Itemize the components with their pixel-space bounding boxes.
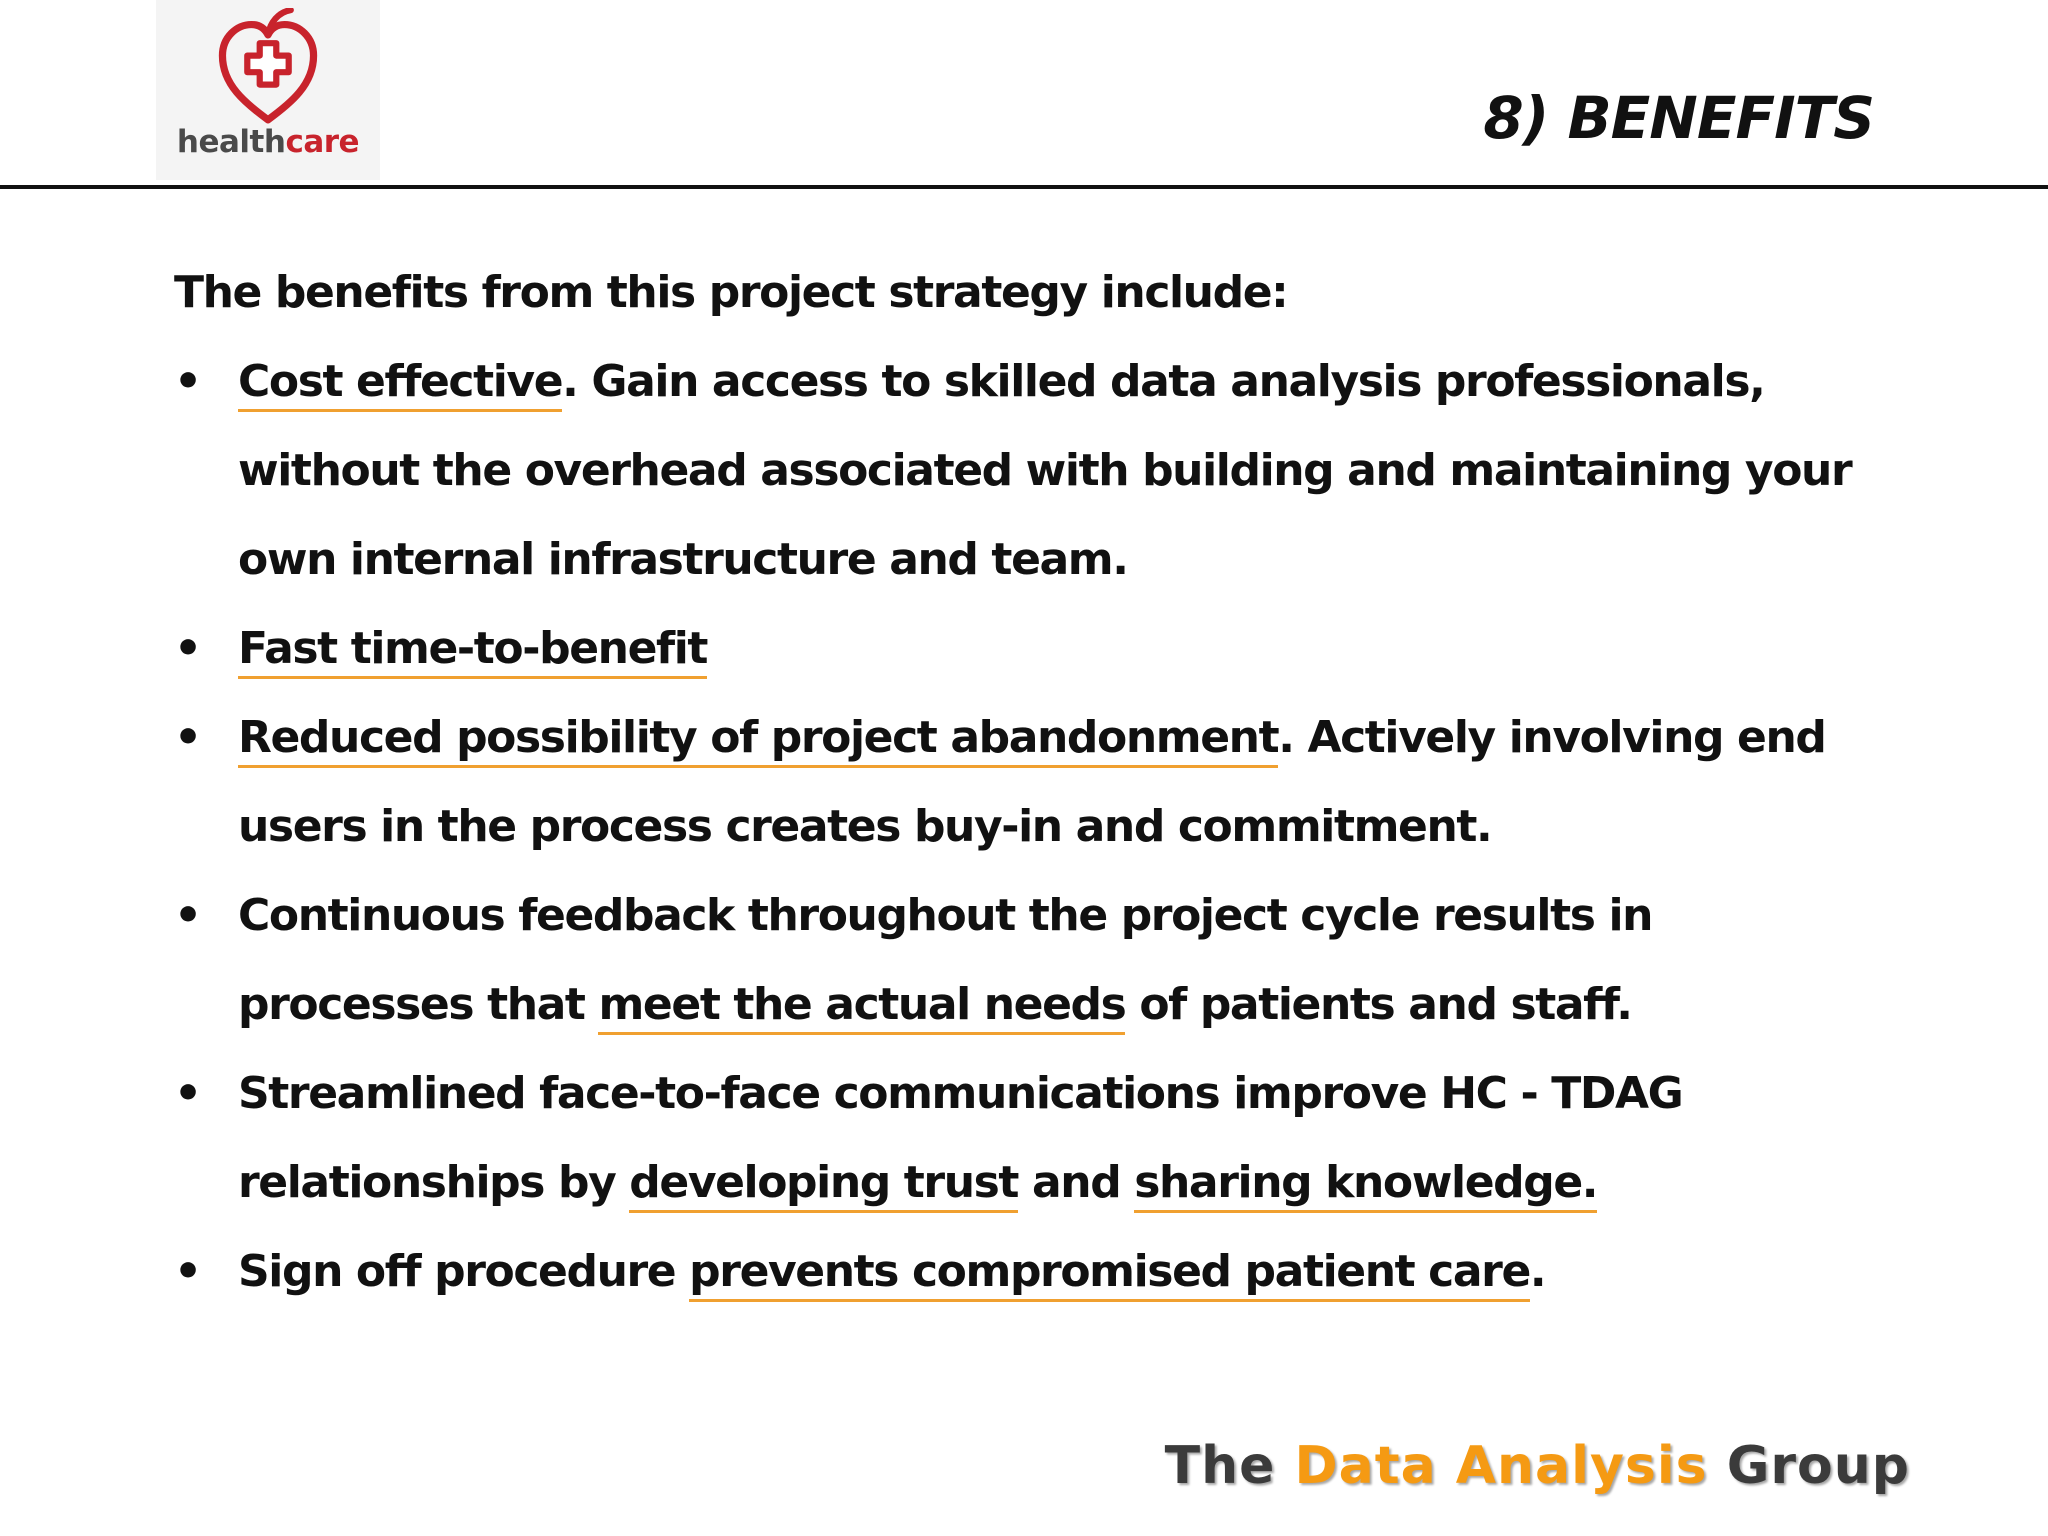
benefit-item-sign-off — [174, 1227, 1894, 1316]
slide-body — [174, 248, 1894, 1316]
benefit-item-continuous-feedback — [174, 871, 1894, 1049]
body-text: . Gain access to skilled data analysis professionals, without the overhead associated with building and maintaining your own internal infrastructure and team. — [238, 356, 1852, 585]
highlight-text: developing trust — [629, 1157, 1018, 1213]
body-text: of patients and staff. — [1125, 979, 1632, 1030]
healthcare-logo — [156, 0, 380, 180]
header-divider — [0, 185, 2048, 189]
body-text: and — [1018, 1157, 1135, 1208]
highlight-text: sharing knowledge. — [1134, 1157, 1597, 1213]
highlight-text: prevents compromised patient care — [689, 1246, 1530, 1302]
bullet-icon: • — [174, 1246, 201, 1297]
benefits-list — [174, 337, 1894, 1316]
footer-brand-logo — [1165, 1436, 1910, 1496]
logo-text: healthcare — [176, 124, 360, 160]
benefit-item-streamlined-communications — [174, 1049, 1894, 1227]
highlight-text: Reduced possibility of project abandonment — [238, 712, 1278, 768]
body-text: Sign off procedure — [238, 1246, 690, 1297]
benefit-item-fast-time — [174, 604, 1894, 693]
brand-text-group: Group — [1726, 1436, 1910, 1496]
bullet-icon: • — [174, 623, 201, 674]
bullet-icon: • — [174, 356, 201, 407]
benefit-item-reduced-abandonment — [174, 693, 1894, 871]
intro-text: The benefits from this project strategy include: — [174, 267, 1288, 318]
bullet-icon: • — [174, 712, 201, 763]
highlight-text: Cost effective — [238, 356, 562, 412]
body-text: Continuous feedback throughout the project cycle results in processes that — [238, 890, 1653, 1030]
body-text: Streamlined face-to-face communications improve HC - TDAG relationships by — [238, 1068, 1683, 1208]
body-text: . Actively involving end users in the process creates buy-in and commitment. — [238, 712, 1826, 852]
slide-title: 8) BENEFITS — [1483, 84, 1874, 152]
highlight-text: Fast time-to-benefit — [238, 623, 707, 679]
body-text: . — [1529, 1246, 1546, 1297]
bullet-icon: • — [174, 890, 201, 941]
brand-text-data-analysis: Data Analysis — [1294, 1436, 1708, 1496]
brand-text-the: The — [1164, 1436, 1276, 1496]
bullet-icon: • — [174, 1068, 201, 1119]
heart-cross-icon — [216, 8, 320, 126]
highlight-text: meet the actual needs — [598, 979, 1125, 1035]
benefit-item-cost-effective — [174, 337, 1894, 604]
